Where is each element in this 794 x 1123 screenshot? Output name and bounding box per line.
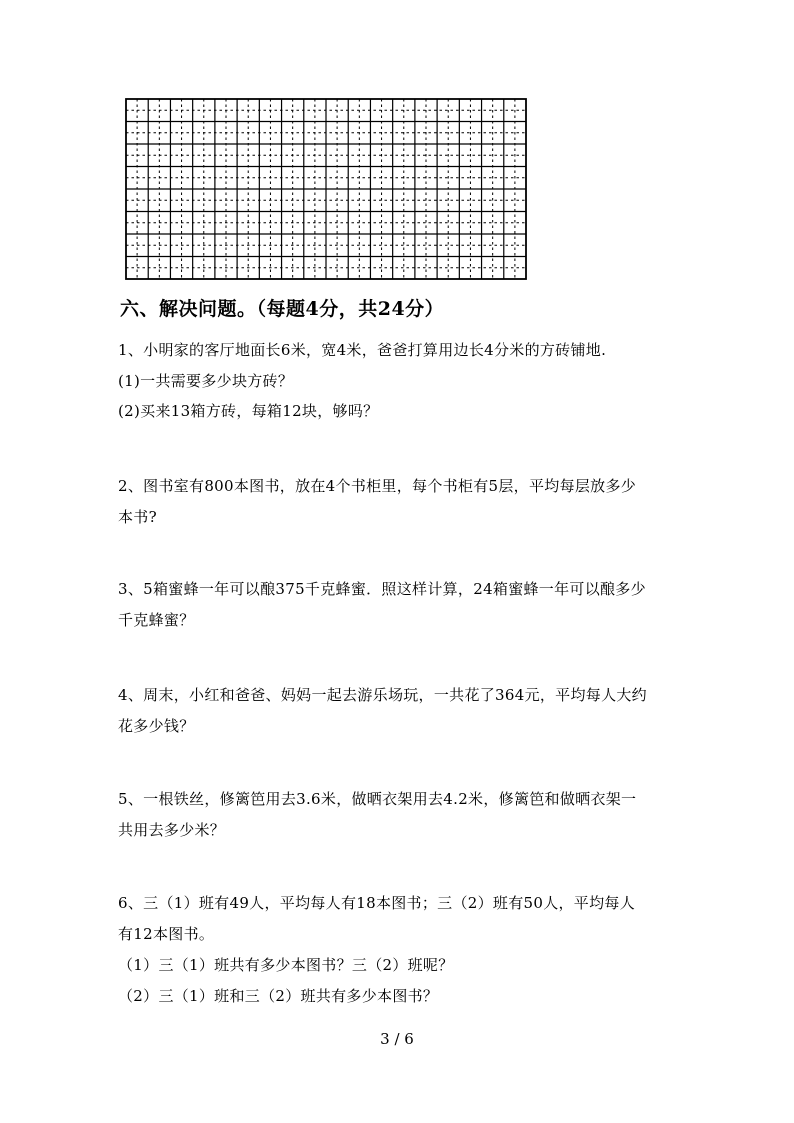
problem-6-line-4: （2）三（1）班和三（2）班共有多少本图书？ <box>118 987 439 1005</box>
problem-6-line-2: 有12本图书。 <box>118 925 215 943</box>
section-title: 六、解决问题。（每题4分，共24分） <box>120 298 445 320</box>
problem-3-line-2: 千克蜂蜜？ <box>118 611 195 629</box>
problem-1-line-2: (1)一共需要多少块方砖？ <box>118 372 294 390</box>
problem-6-line-1: 6、三（1）班有49人，平均每人有18本图书；三（2）班有50人，平均每人 <box>118 894 635 912</box>
square-grid <box>125 98 527 280</box>
problem-5-line-1: 5、一根铁丝，修篱笆用去3.6米，做晒衣架用去4.2米，修篱笆和做晒衣架一 <box>118 790 637 808</box>
problem-4-line-2: 花多少钱？ <box>118 717 195 735</box>
problem-3-line-1: 3、5箱蜜蜂一年可以酿375千克蜂蜜．照这样计算，24箱蜜蜂一年可以酿多少 <box>118 580 646 598</box>
problem-2-line-2: 本书? <box>118 508 157 526</box>
problem-1-line-1: 1、小明家的客厅地面长6米，宽4米，爸爸打算用边长4分米的方砖铺地. <box>118 341 607 359</box>
problem-6-line-3: （1）三（1）班共有多少本图书？三（2）班呢？ <box>118 956 454 974</box>
problem-4-line-1: 4、周末，小红和爸爸、妈妈一起去游乐场玩，一共花了364元，平均每人大约 <box>118 686 647 704</box>
page-number: 3 / 6 <box>380 1030 414 1048</box>
problem-2-line-1: 2、图书室有800本图书，放在4个书柜里，每个书柜有5层，平均每层放多少 <box>118 477 637 495</box>
problem-5-line-2: 共用去多少米？ <box>118 821 226 839</box>
problem-1-line-3: (2)买来13箱方砖，每箱12块，够吗？ <box>118 402 379 420</box>
